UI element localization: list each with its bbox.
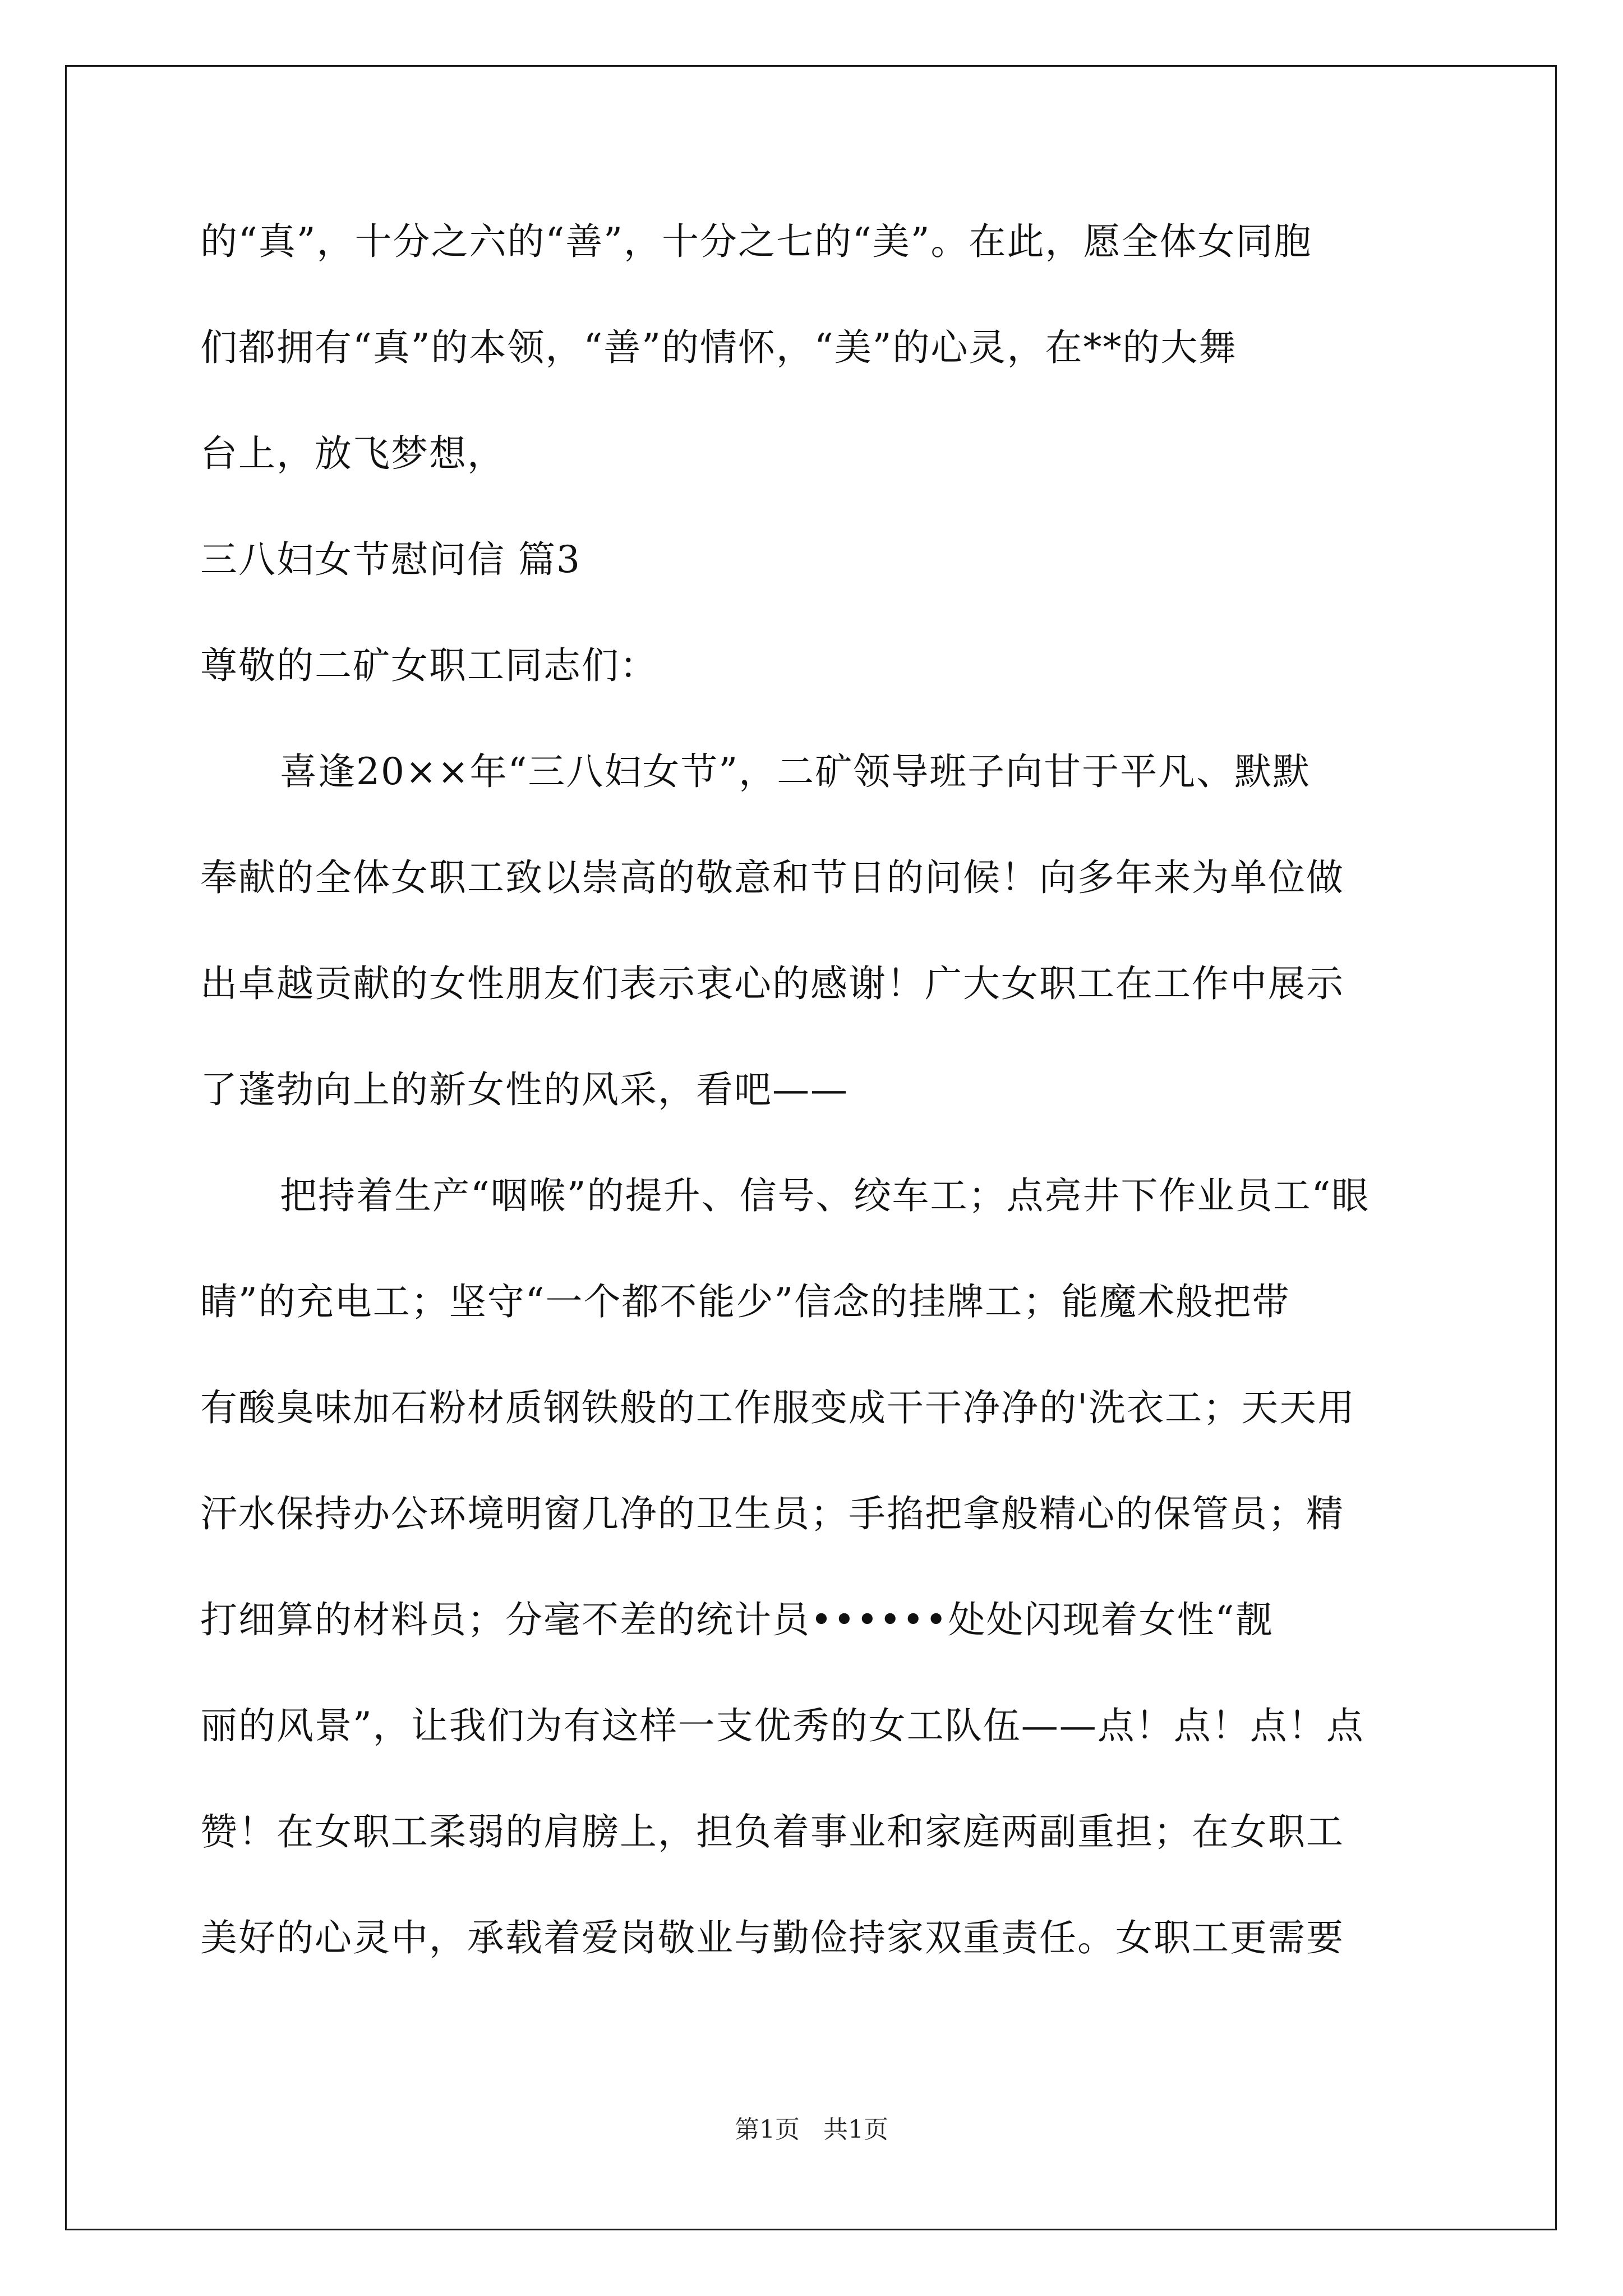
text-line: 打细算的材料员；分毫不差的统计员••••••处处闪现着女性“靓 [200, 1598, 1274, 1641]
text-line: 有酸臭味加石粉材质钢铁般的工作服变成干干净净的'洗衣工；天天用 [200, 1386, 1356, 1429]
text-line: 把持着生产“咽喉”的提升、信号、绞车工；点亮井下作业员工“眼 [280, 1174, 1370, 1217]
page-footer [0, 2109, 1623, 2145]
text-line: 的“真”，十分之六的“善”，十分之七的“美”。在此，愿全体女同胞 [200, 220, 1312, 263]
text-line: 美好的心灵中，承载着爱岗敬业与勤俭持家双重责任。女职工更需要 [200, 1916, 1344, 1959]
text-line: 台上，放飞梦想， [200, 432, 505, 475]
text-line: 们都拥有“真”的本领，“善”的情怀，“美”的心灵，在**的大舞 [200, 326, 1237, 369]
document-body [200, 216, 1430, 2018]
text-line: 喜逢20××年“三八妇女节”，二矿领导班子向甘于平凡、默默 [280, 750, 1311, 793]
text-line: 丽的风景”，让我们为有这样一支优秀的女工队伍——点！点！点！点 [200, 1704, 1364, 1747]
text-line: 三八妇女节慰问信 篇3 [200, 538, 581, 581]
text-line: 睛”的充电工；坚守“一个都不能少”信念的挂牌工；能魔术般把带 [200, 1280, 1290, 1323]
text-line: 了蓬勃向上的新女性的风采，看吧—— [200, 1068, 849, 1111]
text-line: 汗水保持办公环境明窗几净的卫生员；手掐把拿般精心的保管员；精 [200, 1492, 1344, 1535]
text-line: 出卓越贡献的女性朋友们表示衷心的感谢！广大女职工在工作中展示 [200, 962, 1344, 1005]
page-number: 第1页 [735, 2115, 800, 2144]
text-line: 奉献的全体女职工致以崇高的敬意和节日的问候！向多年来为单位做 [200, 856, 1344, 899]
page-total: 共1页 [823, 2115, 888, 2144]
text-line: 尊敬的二矿女职工同志们： [200, 644, 658, 687]
text-line: 赞！在女职工柔弱的肩膀上，担负着事业和家庭两副重担；在女职工 [200, 1810, 1344, 1853]
